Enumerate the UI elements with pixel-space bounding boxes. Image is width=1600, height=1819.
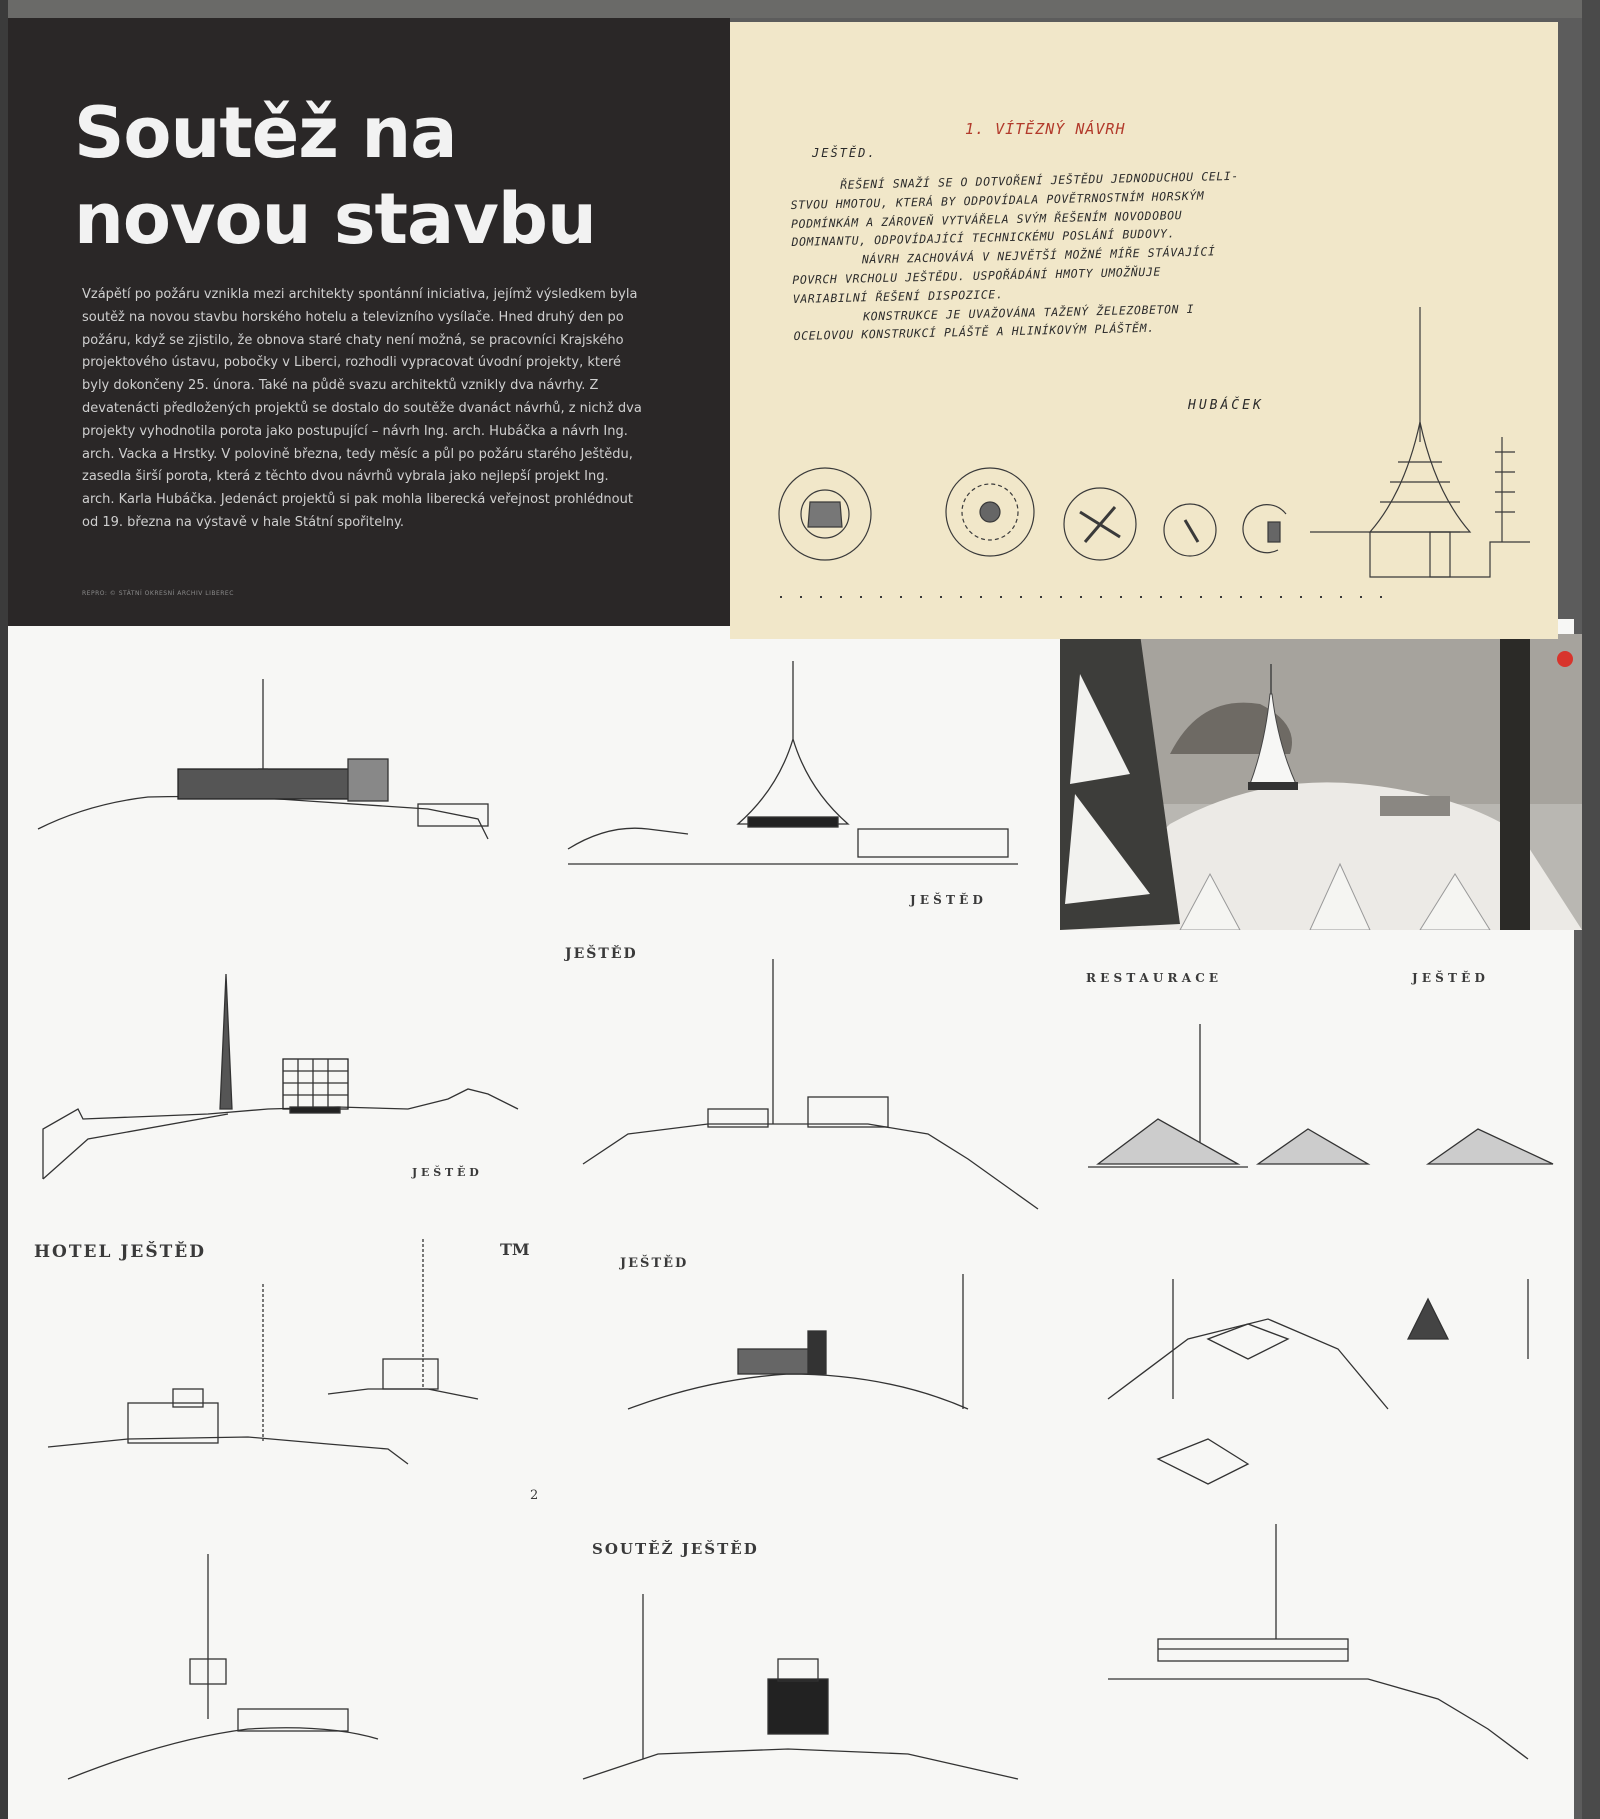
sketch-elevation-7 bbox=[583, 1594, 1018, 1779]
winning-design-title: 1. VÍTĚZNÝ NÁVRH bbox=[965, 120, 1126, 138]
text-line-8: KONSTRUKCE JE UVAŽOVÁNA TAŽENÝ ŽELEZOBETON I bbox=[863, 301, 1195, 323]
floor-plan-2 bbox=[946, 468, 1034, 556]
sketch-elevation-3 bbox=[43, 974, 518, 1179]
floor-plan-4 bbox=[1164, 504, 1216, 556]
label-hotel: HOTEL JEŠTĚD bbox=[34, 1242, 206, 1262]
label-jested-3: J E Š T Ě D bbox=[412, 1166, 479, 1179]
sketch-elevation-6 bbox=[68, 1554, 378, 1779]
sketch-elevation-5 bbox=[628, 1274, 968, 1409]
sketch-perspective bbox=[1108, 1279, 1528, 1484]
wall-right bbox=[1582, 0, 1600, 1819]
title-line-2: novou stavbu bbox=[74, 178, 596, 260]
text-line-3: PODMÍNKÁM A ZÁROVEŇ VYTVÁŘELA SVÝM ŘEŠENÍM NOVODOBOU bbox=[790, 207, 1183, 231]
wall-top bbox=[0, 0, 1600, 18]
text-line-6: POVRCH VRCHOLU JEŠTĚDU. USPOŘÁDÁNÍ HMOTY UMOŽŇUJE bbox=[792, 264, 1162, 287]
text-line-5: NÁVRH ZACHOVÁVÁ V NEJVĚTŠÍ MOŽNÉ MÍŘE STÁVAJÍCÍ bbox=[861, 244, 1216, 267]
wall-left bbox=[0, 0, 8, 1819]
text-line-7: VARIABILNÍ ŘEŠENÍ DISPOZICE. bbox=[792, 286, 1004, 306]
architect-signature: HUBÁČEK bbox=[1188, 398, 1264, 413]
floor-plan-5 bbox=[1243, 505, 1286, 553]
sketch-sections bbox=[1088, 1024, 1553, 1167]
label-jested-2: JEŠTĚD bbox=[565, 946, 638, 962]
title-line-1: Soutěž na bbox=[74, 92, 457, 174]
photo-image bbox=[1060, 634, 1582, 930]
label-jested-4: JEŠTĚD bbox=[620, 1256, 689, 1271]
text-line-4: DOMINANTU, ODPOVÍDAJÍCÍ TECHNICKÉMU POSLÁNÍ BUDOVY. bbox=[791, 226, 1176, 250]
label-soutez: SOUTĚŽ JEŠTĚD bbox=[592, 1540, 759, 1558]
floor-plan-1 bbox=[779, 468, 871, 560]
sketch-elevation-1 bbox=[38, 679, 488, 839]
label-jested-1: J E Š T Ě D bbox=[910, 893, 983, 907]
text-line-2: STVOU HMOTOU, KTERÁ BY ODPOVÍDALA POVĚTRNOSTNÍM HORSKÝM bbox=[790, 188, 1205, 212]
page-title bbox=[74, 90, 596, 262]
label-restaurace-jested: J E Š T Ě D bbox=[1412, 971, 1485, 985]
sketch-elevation-4 bbox=[583, 959, 1038, 1209]
text-line-1: ŘEŠENÍ SNAŽÍ SE O DOTVOŘENÍ JEŠTĚDU JEDNODUCHOU CELI- bbox=[840, 168, 1239, 192]
historic-photo bbox=[1060, 634, 1582, 930]
label-sheet-number: 2 bbox=[530, 1488, 539, 1503]
photo-credit: REPRO: © STÁTNÍ OKRESNÍ ARCHIV LIBEREC bbox=[82, 590, 234, 597]
floor-plan-3 bbox=[1064, 488, 1136, 560]
sketch-elevation-2 bbox=[568, 661, 1018, 864]
sketch-elevation-8 bbox=[1108, 1524, 1528, 1759]
section-drawing bbox=[1310, 307, 1530, 577]
winning-design-drawings bbox=[730, 22, 1558, 639]
label-tm: TM bbox=[500, 1240, 530, 1259]
intro-panel bbox=[8, 18, 730, 626]
label-restaurace: R E S T A U R A C E bbox=[1086, 971, 1219, 985]
intro-text: Vzápětí po požáru vznikla mezi architekty spontánní iniciativa, jejímž výsledkem byla soutěž na novou stavbu horského hotelu a televizního vysílače. Hned druhý den po požáru, když se zjistilo, že obnova staré chaty není možná, se pracovníci Krajského projektového ústavu, pobočky v Liberci, rozhodli vypracovat úvodní projekty, které byly dokončeny 25. února. Také na půdě svazu architektů vznikly dva návrhy. Z devatenácti předložených projektů se dostalo do soutěže dvanáct návrhů, z nichž dva projekty vyhodnotila porota jako postupující – návrh Ing. arch. Hubáčka a návrh Ing. arch. Vacka a Hrstky. V polovině března, tedy měsíc a půl po požáru starého Ještědu, zasedla širší porota, která z těchto dvou návrhů vybrala jako nejlepší projekt Ing. arch. Karla Hubáčka. Jedenáct projektů si pak mohla liberecká veřejnost prohlédnout od 19. března na výstavě v hale Státní spořitelny. bbox=[82, 287, 642, 530]
sketch-hotel-variant bbox=[48, 1239, 478, 1464]
winning-design-sheet bbox=[730, 22, 1558, 639]
text-line-9: OCELOVOU KONSTRUKCÍ PLÁŠTĚ A HLINÍKOVÝM PLÁŠTĚM. bbox=[793, 321, 1155, 344]
winning-design-place: JEŠTĚD. bbox=[812, 146, 877, 160]
